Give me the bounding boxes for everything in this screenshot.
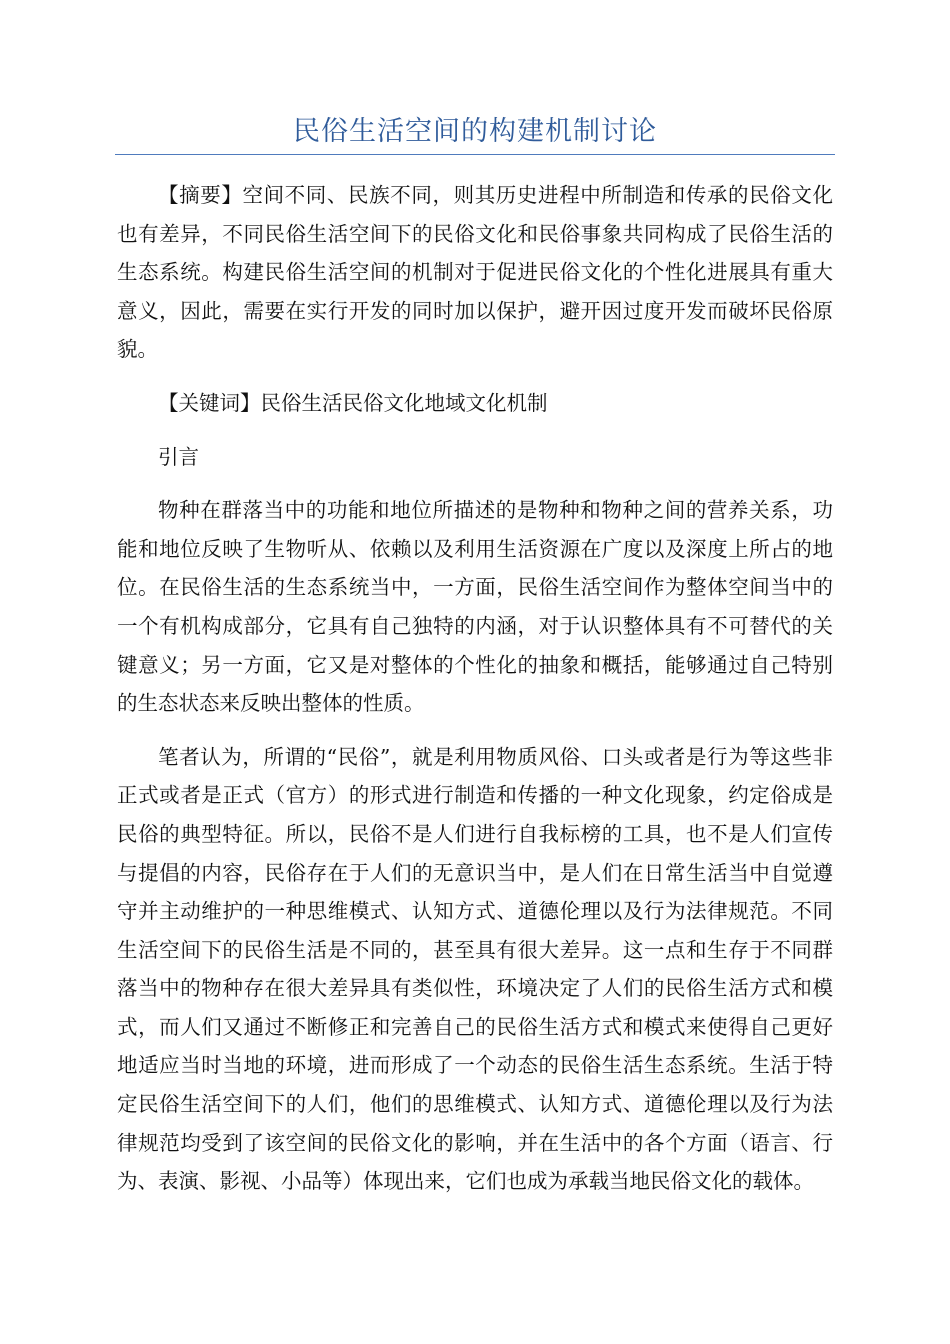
title-underline (115, 154, 835, 155)
keywords-paragraph: 【关键词】民俗生活民俗文化地域文化机制 (158, 390, 548, 415)
body-paragraph-1: 物种在群落当中的功能和地位所描述的是物种和物种之间的营养关系，功能和地位反映了生物听从、依赖以及利用生活资源在广度以及深度上所占的地位。在民俗生活的生态系统当中，一方面，民俗生活空间作为整体空间当中的一个有机构成部分，它具有自己独特的内涵，对于认识整体具有不可替代的关键意义；另一方面，它又是对整体的个性化的抽象和概括，能够通过自己特别的生态状态来反映出整体的性质。 (117, 498, 833, 716)
section-heading-introduction: 引言 (158, 444, 199, 469)
document-body (117, 176, 833, 1201)
abstract-paragraph: 【摘要】空间不同、民族不同，则其历史进程中所制造和传承的民俗文化也有差异，不同民俗生活空间下的民俗文化和民俗事象共同构成了民俗生活的生态系统。构建民俗生活空间的机制对于促进民俗文化的个性化进展具有重大意义，因此，需要在实行开发的同时加以保护，避开因过度开发而破坏民俗原貌。 (117, 183, 833, 362)
body-paragraph-2: 笔者认为，所谓的“民俗”，就是利用物质风俗、口头或者是行为等这些非正式或者是正式（官方）的形式进行制造和传播的一种文化现象，约定俗成是民俗的典型特征。所以，民俗不是人们进行自我标榜的工具，也不是人们宣传与提倡的内容，民俗存在于人们的无意识当中，是人们在日常生活当中自觉遵守并主动维护的一种思维模式、认知方式、道德伦理以及行为法律规范。不同生活空间下的民俗生活是不同的，甚至具有很大差异。这一点和生存于不同群落当中的物种存在很大差异具有类似性，环境决定了人们的民俗生活方式和模式，而人们又通过不断修正和完善自己的民俗生活方式和模式来使得自己更好地适应当时当地的环境，进而形成了一个动态的民俗生活生态系统。生活于特定民俗生活空间下的人们，他们的思维模式、认知方式、道德伦理以及行为法律规范均受到了该空间的民俗文化的影响，并在生活中的各个方面（语言、行为、表演、影视、小品等）体现出来，它们也成为承载当地民俗文化的载体。 (117, 744, 833, 1194)
document-title: 民俗生活空间的构建机制讨论 (293, 116, 657, 147)
